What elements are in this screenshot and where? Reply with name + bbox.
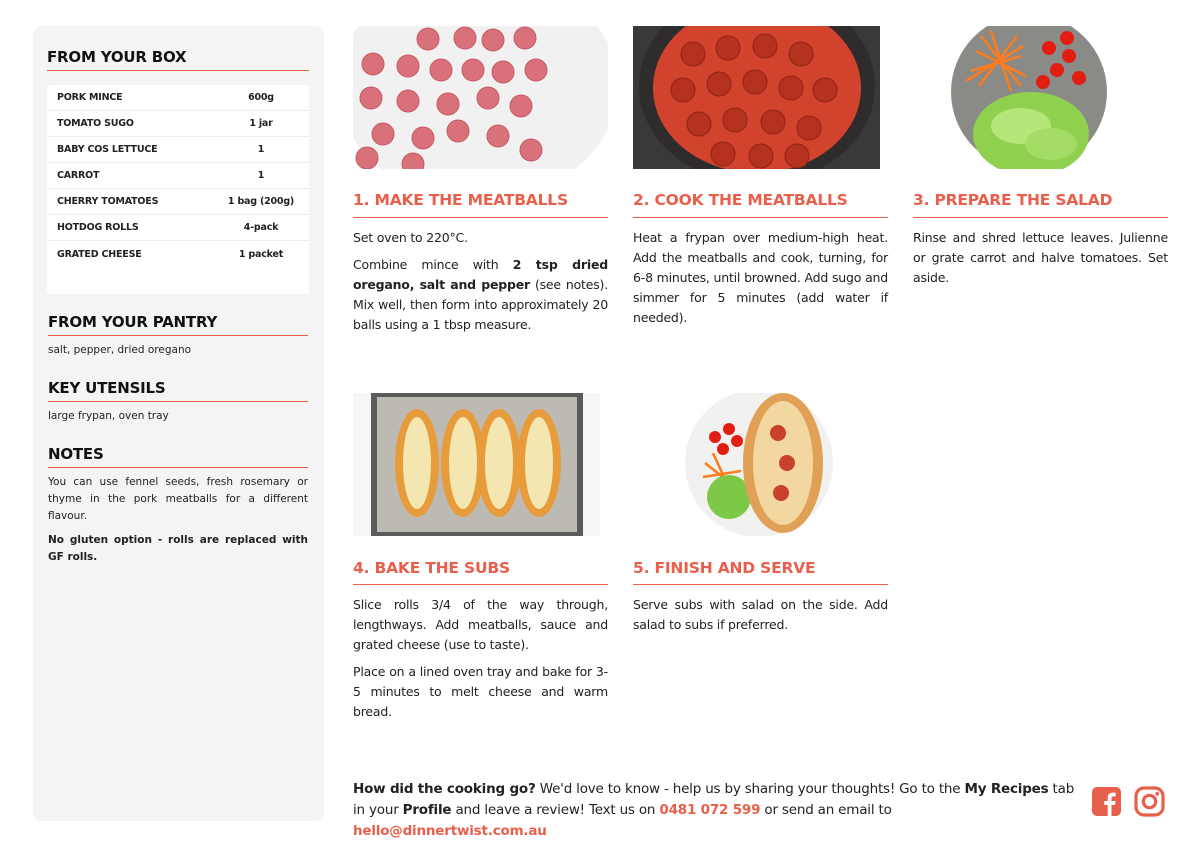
notes-text: You can use fennel seeds, fresh rosemary or thyme in the pork meatballs for a different flavour. xyxy=(48,476,308,522)
step-instructions xyxy=(913,228,1168,295)
step-instructions xyxy=(353,228,608,342)
ingredient-name: CHERRY TOMATOES xyxy=(57,196,159,207)
step-instructions xyxy=(633,595,888,642)
step-4 xyxy=(353,393,608,719)
gluten-note: No gluten option - rolls are replaced with GF rolls. xyxy=(48,534,308,563)
ingredient-row xyxy=(47,189,309,215)
profile-label: Profile xyxy=(402,802,452,818)
ingredient-name: PORK MINCE xyxy=(57,92,123,103)
divider xyxy=(633,217,888,218)
step-title: 2. COOK THE MEATBALLS xyxy=(633,191,848,209)
step-5 xyxy=(633,393,888,713)
my-recipes-label: My Recipes xyxy=(964,781,1049,797)
step-instructions xyxy=(353,595,608,729)
subs-tray-photo xyxy=(353,393,600,536)
ingredients-sidebar xyxy=(33,26,324,821)
ingredient-name: HOTDOG ROLLS xyxy=(57,222,139,233)
ingredient-row xyxy=(47,137,309,163)
ingredients-table xyxy=(47,85,309,294)
ingredient-name: BABY COS LETTUCE xyxy=(57,144,158,155)
facebook-icon[interactable] xyxy=(1091,786,1122,817)
divider xyxy=(353,584,608,585)
ingredient-qty: 1 xyxy=(257,144,265,155)
text-span: or send an email to xyxy=(760,802,892,818)
from-your-box-title: FROM YOUR BOX xyxy=(47,48,187,66)
ingredient-qty: 1 bag (200g) xyxy=(227,196,295,207)
ingredient-row xyxy=(47,85,309,111)
ingredient-qty: 600g xyxy=(248,92,274,103)
ingredient-qty: 1 xyxy=(257,170,265,181)
divider xyxy=(48,335,308,336)
divider xyxy=(48,467,308,468)
step-instructions xyxy=(633,228,888,335)
emphasis: 2 tsp dried oregano, salt and pepper xyxy=(353,257,608,292)
meatballs-raw-photo xyxy=(353,26,608,169)
step-paragraph: Serve subs with salad on the side. Add salad to subs if preferred. xyxy=(633,597,888,632)
pantry-text: salt, pepper, dried oregano xyxy=(48,344,192,356)
text-span: We'd love to know - help us by sharing your thoughts! Go to the xyxy=(535,781,965,797)
step-paragraph: Heat a frypan over medium-high heat. Add the meatballs and cook, turning, for 6-8 minutes, until browned. Add sugo and simmer for 5 minutes (add water if needed). xyxy=(633,230,888,325)
ingredient-qty: 1 packet xyxy=(238,248,284,260)
phone-link[interactable]: 0481 072 599 xyxy=(659,802,761,818)
divider xyxy=(633,584,888,585)
ingredient-qty: 1 jar xyxy=(249,118,273,129)
feedback-footer xyxy=(353,779,1078,842)
key-utensils-title: KEY UTENSILS xyxy=(48,379,166,397)
ingredient-name: TOMATO SUGO xyxy=(57,118,134,129)
text-span: Combine mince with xyxy=(353,257,513,272)
finished-sub-photo xyxy=(683,393,835,536)
step-1 xyxy=(353,26,608,346)
ingredient-name: CARROT xyxy=(57,170,100,181)
ingredient-name: GRATED CHEESE xyxy=(57,248,142,260)
divider xyxy=(913,217,1168,218)
instagram-icon[interactable] xyxy=(1134,786,1165,817)
step-2 xyxy=(633,26,888,346)
utensils-text: large frypan, oven tray xyxy=(48,410,169,422)
divider xyxy=(47,70,309,71)
divider xyxy=(48,401,308,402)
text-span: and leave a review! Text us on xyxy=(451,802,660,818)
ingredient-row xyxy=(47,241,309,267)
from-your-pantry-title: FROM YOUR PANTRY xyxy=(48,313,218,331)
ingredient-row xyxy=(47,163,309,189)
step-title: 5. FINISH AND SERVE xyxy=(633,559,816,577)
step-3 xyxy=(913,26,1168,346)
step-paragraph: Place on a lined oven tray and bake for 3-5 minutes to melt cheese and warm bread. xyxy=(353,664,608,719)
ingredient-row xyxy=(47,215,309,241)
feedback-question: How did the cooking go? xyxy=(353,781,536,797)
divider xyxy=(353,217,608,218)
step-title: 1. MAKE THE MEATBALLS xyxy=(353,191,568,209)
email-link[interactable]: hello@dinnertwist.com.au xyxy=(353,823,547,839)
ingredient-row xyxy=(47,111,309,137)
step-paragraph: Slice rolls 3/4 of the way through, lengthways. Add meatballs, sauce and grated cheese (use to taste). xyxy=(353,597,608,652)
meatballs-pan-photo xyxy=(633,26,880,169)
step-paragraph xyxy=(353,255,608,335)
ingredient-qty: 4-pack xyxy=(243,222,279,233)
text-span: (see notes). Mix well, then form into approximately 20 balls using a 1 tbsp measure. xyxy=(353,277,608,332)
salad-photo xyxy=(951,26,1109,169)
notes-title: NOTES xyxy=(48,445,104,463)
step-title: 4. BAKE THE SUBS xyxy=(353,559,510,577)
step-title: 3. PREPARE THE SALAD xyxy=(913,191,1113,209)
step-paragraph: Rinse and shred lettuce leaves. Julienne or grate carrot and halve tomatoes. Set aside. xyxy=(913,230,1168,285)
step-paragraph: Set oven to 220°C. xyxy=(353,230,468,245)
text-span: tab in your xyxy=(353,781,1075,818)
